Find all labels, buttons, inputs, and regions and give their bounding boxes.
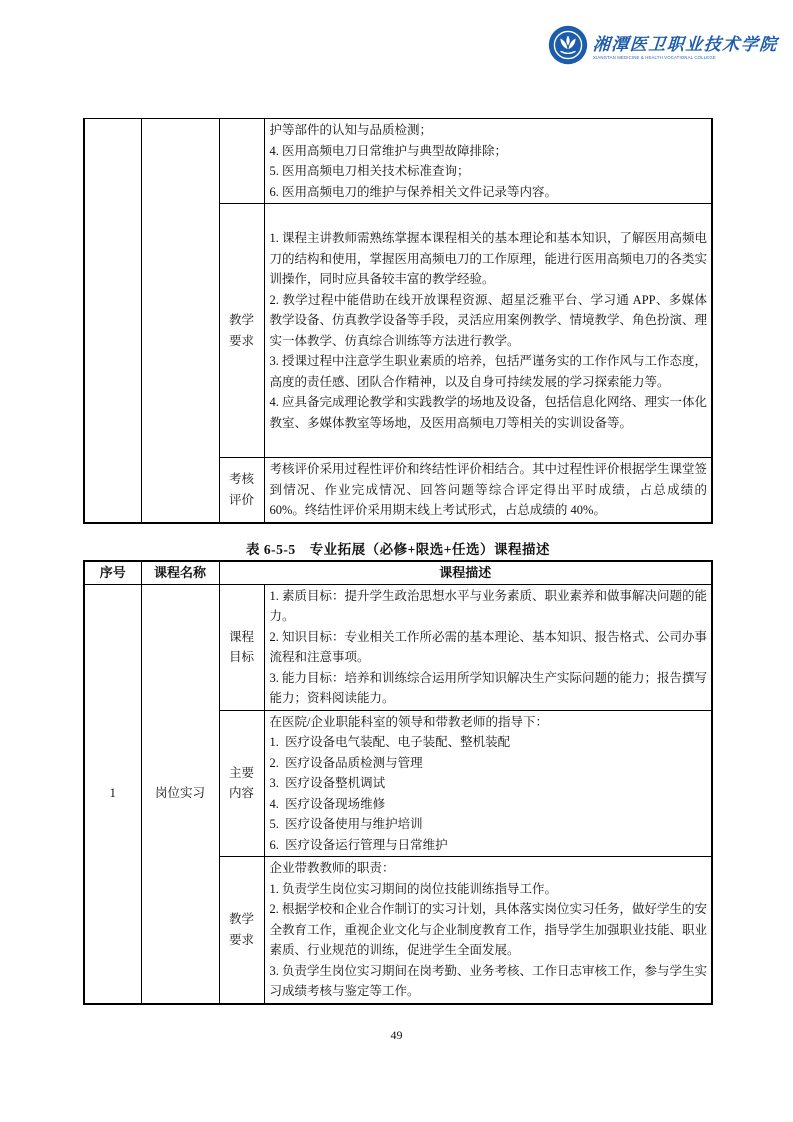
paragraph: 5. 医用高频电刀相关技术标准查询； — [269, 164, 470, 178]
college-logo — [548, 25, 778, 65]
paragraph: 1. 素质目标：提升学生政治思想水平与业务素质、职业素养和做事解决问题的能力。 — [269, 588, 708, 623]
course-name-cell: 岗位实习 — [141, 584, 219, 1004]
college-name-en: XIANGTAN MEDICINE & HEALTH VOCATIONAL COLLEGE — [593, 56, 716, 61]
header-seq: 序号 — [84, 561, 141, 584]
row-content-cell — [264, 204, 712, 458]
row-label-cell: 主要内容 — [219, 710, 264, 857]
paragraph: 3. 授课过程中注意学生职业素质的培养，包括严谨务实的工作作风与工作态度，高度的责任感、团队合作精神，以及自身可持续发展的学习探索能力等。 — [269, 354, 708, 389]
college-emblem-icon — [548, 25, 588, 65]
paragraph: 企业带教教师的职责： — [269, 861, 395, 875]
header-course-name: 课程名称 — [141, 561, 219, 584]
paragraph: 2. 教学过程中能借助在线开放课程资源、超星泛雅平台、学习通 APP、多媒体教学设备、仿真教学设备等手段，灵活应用案例教学、情境教学、角色扮演、理实一体教学、仿真综合训练等方法进行教学。 — [269, 292, 708, 348]
paragraph: 3. 能力目标：培养和训练综合运用所学知识解决生产实际问题的能力；报告撰写能力；资料阅读能力。 — [269, 670, 708, 705]
table-row — [84, 584, 712, 710]
row-content-cell — [264, 458, 712, 523]
paragraph: 4. 医用高频电刀日常维护与典型故障排除； — [269, 143, 508, 158]
paragraph: 2. 根据学校和企业合作制订的实习计划，具体落实岗位实习任务，做好学生的安全教育工作，重视企业文化与企业制度教育工作，指导学生加强职业技能、职业素质、行业规范的训练，促进学生全面发展。 — [269, 902, 708, 957]
row-content-cell — [264, 710, 712, 857]
course-description-table-continued — [83, 118, 713, 524]
row-label-cell: 课程目标 — [219, 584, 264, 710]
page-number: 49 — [390, 1028, 403, 1042]
row-label-cell: 教学要求 — [219, 857, 264, 1004]
paragraph: 1. 课程主讲教师需熟练掌握本课程相关的基本理论和基本知识，了解医用高频电刀的结构和使用，掌握医用高频电刀的工作原理，能进行医用高频电刀的各类实训操作，同时应具备较丰富的教学经验。 — [269, 231, 708, 286]
paragraph: 在医院/企业职能科室的领导和带教老师的指导下： — [269, 714, 548, 729]
paragraph: 2. 知识目标：专业相关工作所必需的基本理论、基本知识、报告格式、公司办事流程和注意事项。 — [269, 629, 708, 664]
row-content-cell — [264, 584, 712, 710]
paragraph: 4. 应具备完成理论教学和实践教学的场地及设备，包括信息化网络、理实一体化教室、多媒体教室等场地，及医用高频电刀等相关的实训设备等。 — [269, 395, 708, 430]
seq-cell: 1 — [84, 584, 141, 1004]
paragraph: 2. 医疗设备品质检测与管理 — [269, 755, 423, 770]
table-caption: 表 6-5-5 专业拓展（必修+限选+任选）课程描述 — [245, 542, 550, 557]
paragraph: 1. 医疗设备电气装配、电子装配、整机装配 — [269, 735, 511, 749]
paragraph: 1. 负责学生岗位实习期间的岗位技能训练指导工作。 — [269, 881, 558, 896]
row-label-cell — [219, 119, 264, 204]
row-label-cell: 考核评价 — [219, 458, 264, 523]
seq-cell-empty — [84, 119, 141, 523]
paragraph: 3. 医疗设备整机调试 — [269, 776, 386, 790]
college-name-cn: 湘潭医卫职业技术学院 — [592, 35, 779, 54]
professional-expansion-course-table — [83, 560, 713, 1005]
row-label-cell: 教学要求 — [219, 204, 264, 458]
paragraph: 3. 负责学生岗位实习期间在岗考勤、业务考核、工作日志审核工作，参与学生实习成绩考核与鉴定等工作。 — [269, 963, 708, 998]
row-content-cell — [264, 857, 712, 1004]
paragraph: 考核评价采用过程性评价和终结性评价相结合。其中过程性评价根据学生课堂签到情况、作业完成情况、回答问题等综合评定得出平时成绩，占总成绩的 60%。终结性评价采用期末线上考试形式，占总成绩的 40%。 — [269, 462, 711, 517]
paragraph: 护等部件的认知与品质检测； — [269, 123, 433, 137]
table-header-row — [84, 561, 712, 584]
college-name-block — [593, 25, 778, 62]
row-content-cell — [264, 119, 712, 204]
course-name-cell-empty — [141, 119, 219, 523]
header-course-desc: 课程描述 — [219, 561, 712, 584]
paragraph: 6. 医用高频电刀的维护与保养相关文件记录等内容。 — [269, 184, 558, 199]
table-row — [84, 119, 712, 204]
paragraph: 4. 医疗设备现场维修 — [269, 796, 386, 811]
paragraph: 6. 医疗设备运行管理与日常维护 — [269, 837, 448, 852]
paragraph: 5. 医疗设备使用与维护培训 — [269, 817, 423, 831]
